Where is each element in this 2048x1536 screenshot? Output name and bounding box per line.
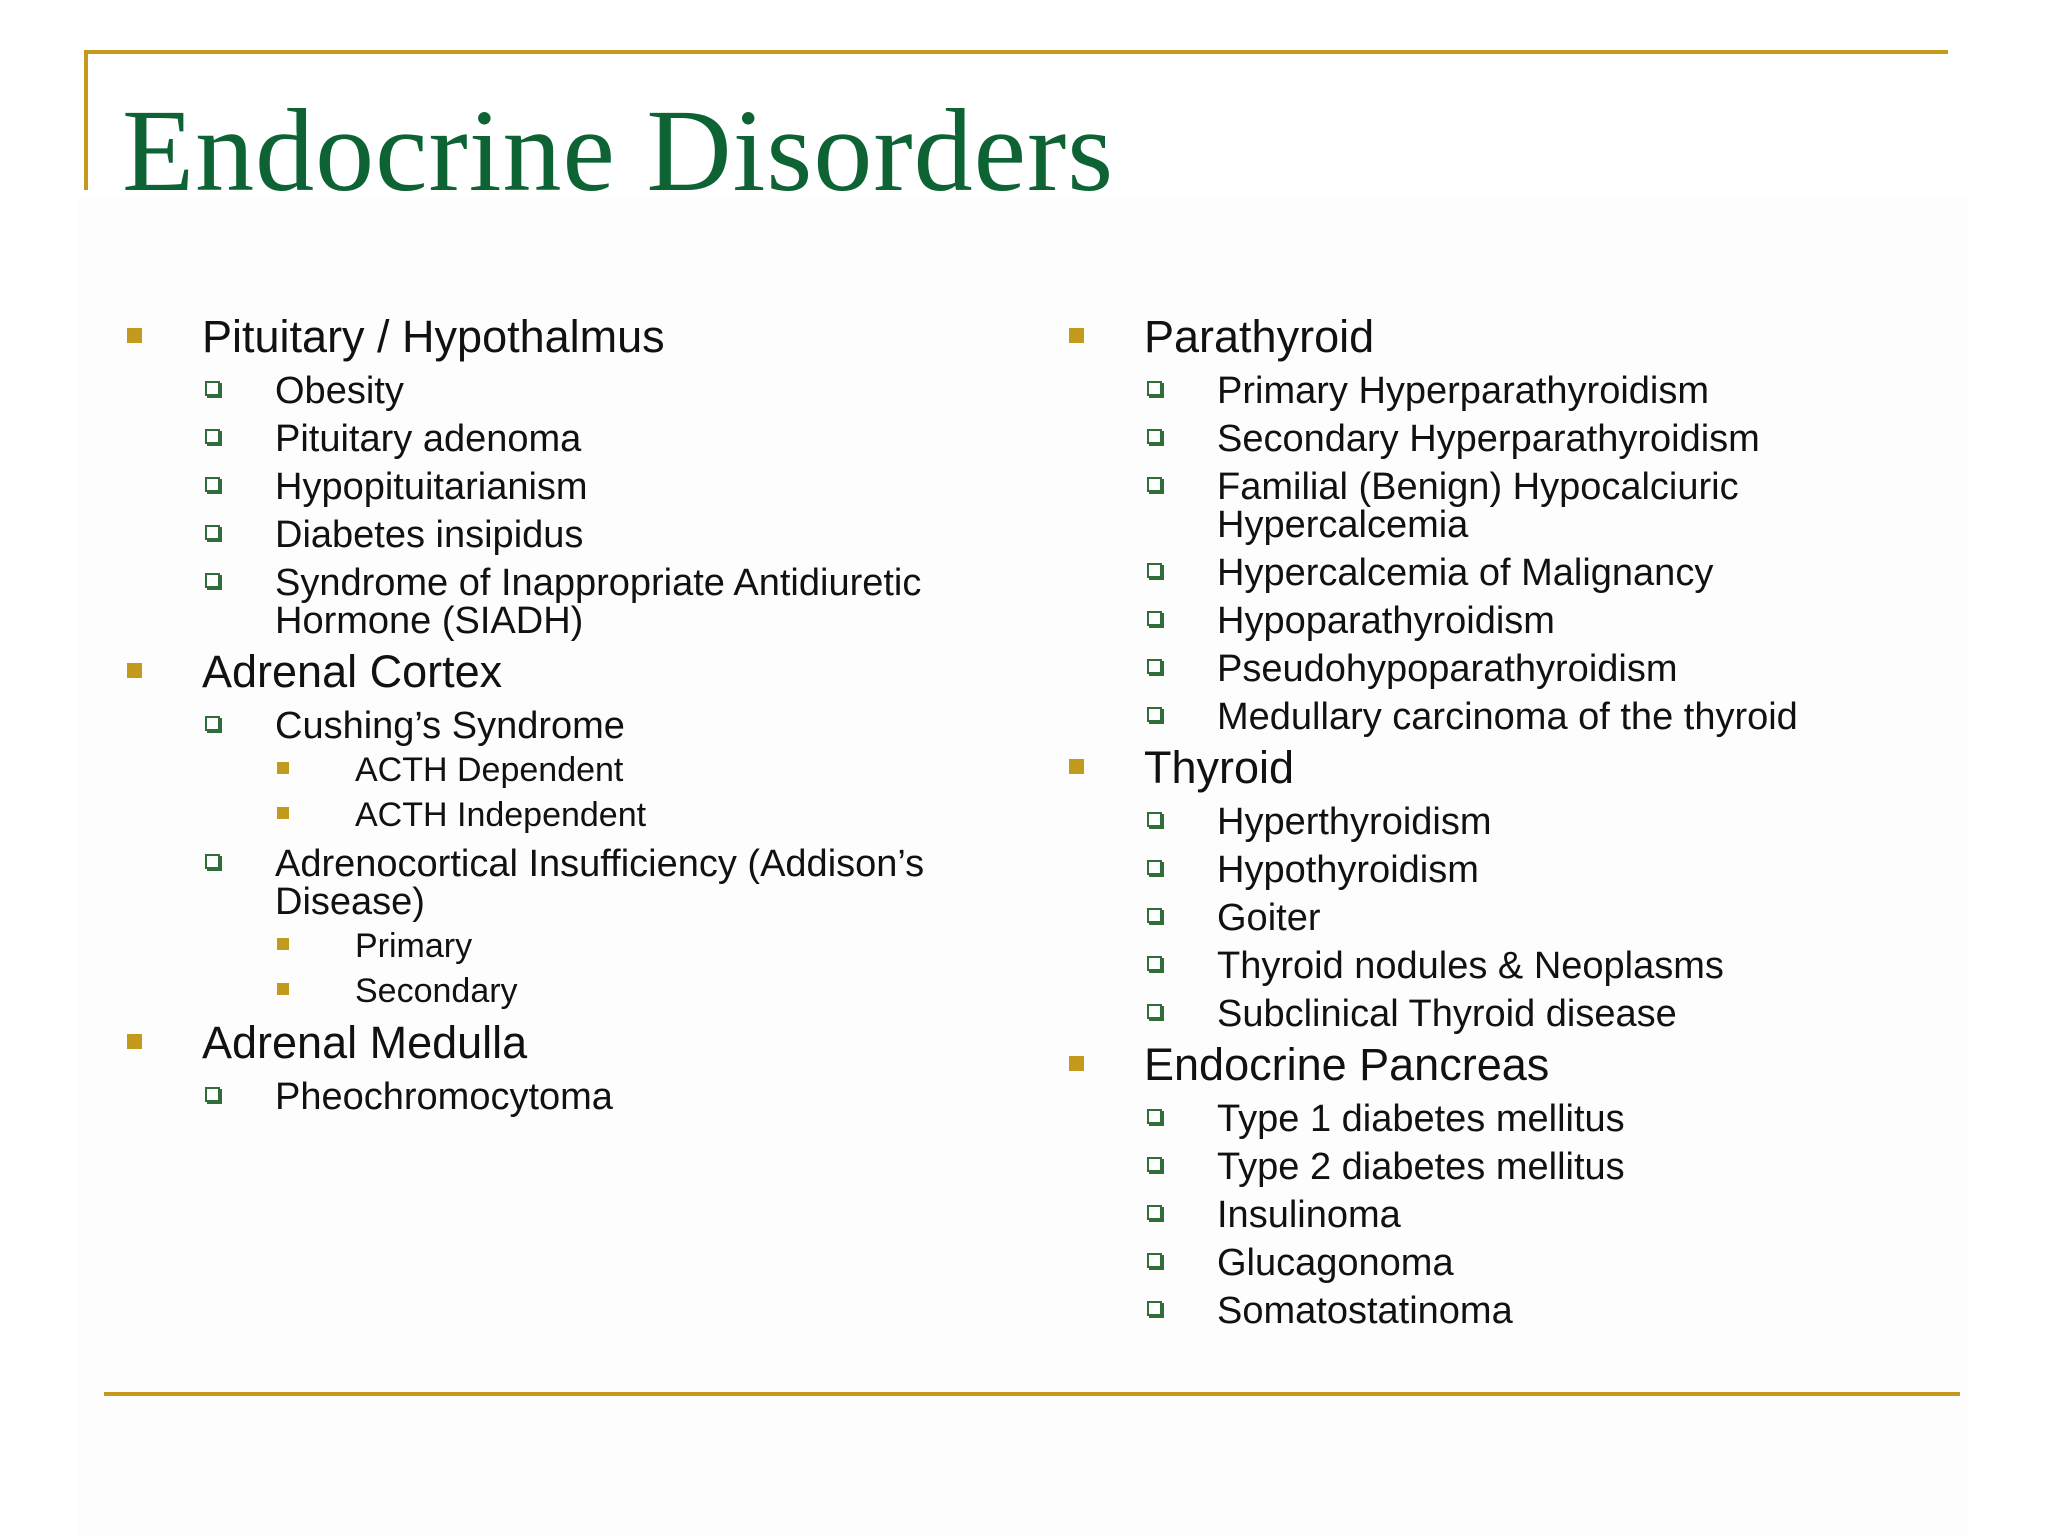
box-bullet-icon bbox=[1147, 1253, 1162, 1268]
list-item: Hypothyroidism bbox=[1064, 851, 1944, 889]
list-item: Type 1 diabetes mellitus bbox=[1064, 1100, 1944, 1138]
box-bullet-icon bbox=[1147, 707, 1162, 722]
list-item: Obesity bbox=[122, 372, 1002, 410]
list-item: Hyperthyroidism bbox=[1064, 803, 1944, 841]
square-bullet-icon bbox=[127, 328, 142, 343]
box-bullet-icon bbox=[1147, 611, 1162, 626]
box-bullet-icon bbox=[1147, 908, 1162, 923]
box-bullet-icon bbox=[1147, 812, 1162, 827]
box-bullet-icon bbox=[1147, 1157, 1162, 1172]
sub-list-item: Secondary bbox=[122, 971, 1002, 1011]
box-bullet-icon bbox=[1147, 659, 1162, 674]
box-bullet-icon bbox=[205, 1087, 220, 1102]
square-bullet-icon bbox=[127, 663, 142, 678]
list-item: Cushing’s Syndrome bbox=[122, 707, 1002, 745]
box-bullet-icon bbox=[1147, 429, 1162, 444]
box-bullet-icon bbox=[205, 525, 220, 540]
square-bullet-icon bbox=[1069, 1056, 1084, 1071]
list-item: Diabetes insipidus bbox=[122, 516, 1002, 554]
section-adrenal-cortex bbox=[122, 647, 1002, 697]
box-bullet-icon bbox=[205, 716, 220, 731]
square-bullet-icon bbox=[1069, 759, 1084, 774]
box-bullet-icon bbox=[1147, 381, 1162, 396]
box-bullet-icon bbox=[1147, 1004, 1162, 1019]
list-item: Glucagonoma bbox=[1064, 1244, 1944, 1282]
box-bullet-icon bbox=[205, 381, 220, 396]
list-item: Hypopituitarianism bbox=[122, 468, 1002, 506]
sub-list-item: ACTH Independent bbox=[122, 795, 1002, 835]
list-item: Adrenocortical Insufficiency (Addison’s Disease) bbox=[122, 845, 1002, 921]
section-adrenal-medulla bbox=[122, 1018, 1002, 1068]
list-item: Subclinical Thyroid disease bbox=[1064, 995, 1944, 1033]
list-item: Primary Hyperparathyroidism bbox=[1064, 372, 1944, 410]
box-bullet-icon bbox=[1147, 860, 1162, 875]
list-item: Goiter bbox=[1064, 899, 1944, 937]
small-square-bullet-icon bbox=[277, 938, 289, 950]
box-bullet-icon bbox=[1147, 1109, 1162, 1124]
list-item: Hypoparathyroidism bbox=[1064, 602, 1944, 640]
list-item: Pheochromocytoma bbox=[122, 1078, 1002, 1116]
box-bullet-icon bbox=[205, 573, 220, 588]
section-endocrine-pancreas bbox=[1064, 1040, 1944, 1090]
section-pituitary bbox=[122, 312, 1002, 362]
list-item: Pituitary adenoma bbox=[122, 420, 1002, 458]
section-heading: Endocrine Pancreas bbox=[1144, 1039, 1550, 1090]
section-heading: Adrenal Cortex bbox=[202, 646, 503, 697]
box-bullet-icon bbox=[1147, 477, 1162, 492]
list-item: Type 2 diabetes mellitus bbox=[1064, 1148, 1944, 1186]
section-parathyroid bbox=[1064, 312, 1944, 362]
list-item: Pseudohypoparathyroidism bbox=[1064, 650, 1944, 688]
list-item: Thyroid nodules & Neoplasms bbox=[1064, 947, 1944, 985]
small-square-bullet-icon bbox=[277, 807, 289, 819]
slide-title: Endocrine Disorders bbox=[122, 85, 1115, 216]
section-heading: Parathyroid bbox=[1144, 311, 1375, 362]
bottom-rule bbox=[104, 1392, 1960, 1396]
sub-list-item: Primary bbox=[122, 926, 1002, 966]
list-item: Secondary Hyperparathyroidism bbox=[1064, 420, 1944, 458]
box-bullet-icon bbox=[1147, 1301, 1162, 1316]
list-item: Syndrome of Inappropriate Antidiuretic Hormone (SIADH) bbox=[122, 564, 1002, 640]
square-bullet-icon bbox=[1069, 328, 1084, 343]
box-bullet-icon bbox=[205, 477, 220, 492]
section-thyroid bbox=[1064, 743, 1944, 793]
box-bullet-icon bbox=[1147, 563, 1162, 578]
box-bullet-icon bbox=[205, 429, 220, 444]
box-bullet-icon bbox=[1147, 956, 1162, 971]
list-item: Insulinoma bbox=[1064, 1196, 1944, 1234]
box-bullet-icon bbox=[205, 854, 220, 869]
right-column bbox=[1064, 312, 1944, 1330]
small-square-bullet-icon bbox=[277, 762, 289, 774]
small-square-bullet-icon bbox=[277, 983, 289, 995]
section-heading: Pituitary / Hypothalmus bbox=[202, 311, 665, 362]
section-heading: Adrenal Medulla bbox=[202, 1017, 528, 1068]
section-heading: Thyroid bbox=[1144, 742, 1295, 793]
top-rule bbox=[84, 50, 1948, 54]
left-rule bbox=[84, 50, 88, 190]
sub-list-item: ACTH Dependent bbox=[122, 750, 1002, 790]
box-bullet-icon bbox=[1147, 1205, 1162, 1220]
square-bullet-icon bbox=[127, 1034, 142, 1049]
left-column bbox=[122, 312, 1002, 1116]
list-item: Somatostatinoma bbox=[1064, 1292, 1944, 1330]
list-item: Hypercalcemia of Malignancy bbox=[1064, 554, 1944, 592]
list-item: Medullary carcinoma of the thyroid bbox=[1064, 698, 1944, 736]
list-item: Familial (Benign) Hypocalciuric Hypercalcemia bbox=[1064, 468, 1944, 544]
